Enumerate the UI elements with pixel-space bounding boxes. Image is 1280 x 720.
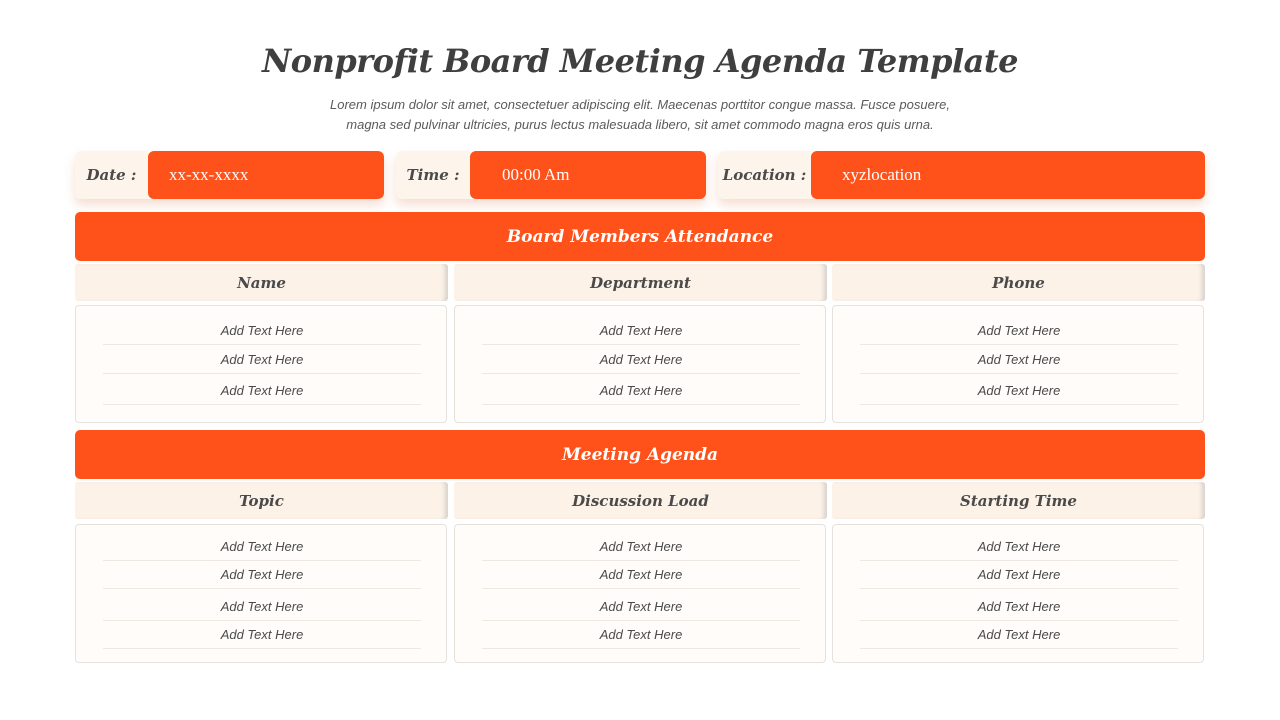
table-cell[interactable]: Add Text Here — [482, 599, 800, 621]
subtitle-line-2: magna sed pulvinar ultricies, purus lectus malesuada libero, sit amet commodo magna eros quis urna. — [346, 117, 934, 132]
column-header-name: Name — [75, 264, 448, 301]
table-cell[interactable]: Add Text Here — [103, 539, 421, 561]
agenda-topic-box — [75, 524, 447, 663]
date-label: Date : — [75, 151, 148, 199]
table-cell[interactable]: Add Text Here — [103, 599, 421, 621]
table-cell[interactable]: Add Text Here — [860, 627, 1178, 649]
location-field — [718, 151, 1205, 199]
agenda-section-header: Meeting Agenda — [75, 430, 1205, 479]
table-cell[interactable]: Add Text Here — [860, 352, 1178, 374]
location-value[interactable]: xyzlocation — [811, 151, 1205, 199]
table-cell[interactable]: Add Text Here — [860, 599, 1178, 621]
date-value[interactable]: xx-xx-xxxx — [148, 151, 384, 199]
table-cell[interactable]: Add Text Here — [482, 567, 800, 589]
column-header-starting-time: Starting Time — [832, 482, 1205, 519]
attendance-section-header: Board Members Attendance — [75, 212, 1205, 261]
agenda-discussion-box — [454, 524, 826, 663]
column-header-phone: Phone — [832, 264, 1205, 301]
agenda-starting-time-box — [832, 524, 1204, 663]
location-label: Location : — [718, 151, 811, 199]
table-cell[interactable]: Add Text Here — [860, 383, 1178, 405]
table-cell[interactable]: Add Text Here — [103, 627, 421, 649]
time-field — [396, 151, 706, 199]
page-title: Nonprofit Board Meeting Agenda Template — [262, 42, 1018, 80]
table-cell[interactable]: Add Text Here — [482, 383, 800, 405]
table-cell[interactable]: Add Text Here — [103, 352, 421, 374]
subtitle-line-1: Lorem ipsum dolor sit amet, consectetuer adipiscing elit. Maecenas porttitor congue massa. Fusce posuere, — [330, 97, 950, 112]
table-cell[interactable]: Add Text Here — [860, 539, 1178, 561]
column-header-discussion-load: Discussion Load — [454, 482, 827, 519]
table-cell[interactable]: Add Text Here — [482, 627, 800, 649]
date-field — [75, 151, 384, 199]
table-cell[interactable]: Add Text Here — [103, 323, 421, 345]
table-cell[interactable]: Add Text Here — [482, 323, 800, 345]
time-value[interactable]: 00:00 Am — [470, 151, 706, 199]
table-cell[interactable]: Add Text Here — [482, 539, 800, 561]
table-cell[interactable]: Add Text Here — [860, 323, 1178, 345]
table-cell[interactable]: Add Text Here — [482, 352, 800, 374]
table-cell[interactable]: Add Text Here — [103, 383, 421, 405]
time-label: Time : — [396, 151, 470, 199]
attendance-name-box — [75, 305, 447, 423]
column-header-department: Department — [454, 264, 827, 301]
table-cell[interactable]: Add Text Here — [103, 567, 421, 589]
attendance-department-box — [454, 305, 826, 423]
attendance-phone-box — [832, 305, 1204, 423]
page-subtitle — [300, 95, 980, 135]
table-cell[interactable]: Add Text Here — [860, 567, 1178, 589]
column-header-topic: Topic — [75, 482, 448, 519]
